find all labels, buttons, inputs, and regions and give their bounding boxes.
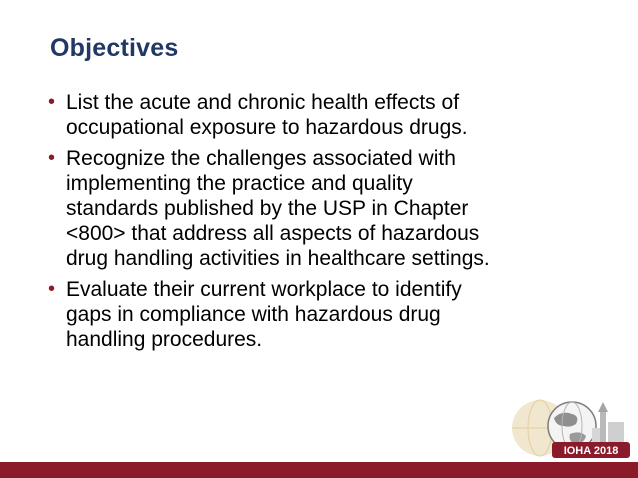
bullet-icon: • [48,147,56,169]
bullet-line: gaps in compliance with hazardous drug [66,303,441,326]
bullet-line: Recognize the challenges associated with [66,147,456,170]
bullet-item [48,277,568,352]
objectives-list [48,90,568,358]
bullet-line: handling procedures. [66,328,263,351]
bullet-icon: • [48,278,56,300]
bullet-line: occupational exposure to hazardous drugs. [66,116,468,139]
bullet-line: Evaluate their current workplace to identify [66,278,462,301]
bullet-item [48,90,568,140]
globe-logo-icon [510,398,632,462]
logo-text: IOHA 2018 [563,445,619,457]
bullet-icon: • [48,91,56,113]
bullet-line: List the acute and chronic health effects of [66,91,460,114]
bullet-line: standards published by the USP in Chapter [66,197,469,220]
footer-bar [0,462,638,478]
bullet-line: <800> that address all aspects of hazardous [66,222,480,245]
bullet-line: implementing the practice and quality [66,172,413,195]
bullet-line: drug handling activities in healthcare settings. [66,247,490,270]
bullet-item [48,146,568,271]
slide-title: Objectives [50,34,179,62]
